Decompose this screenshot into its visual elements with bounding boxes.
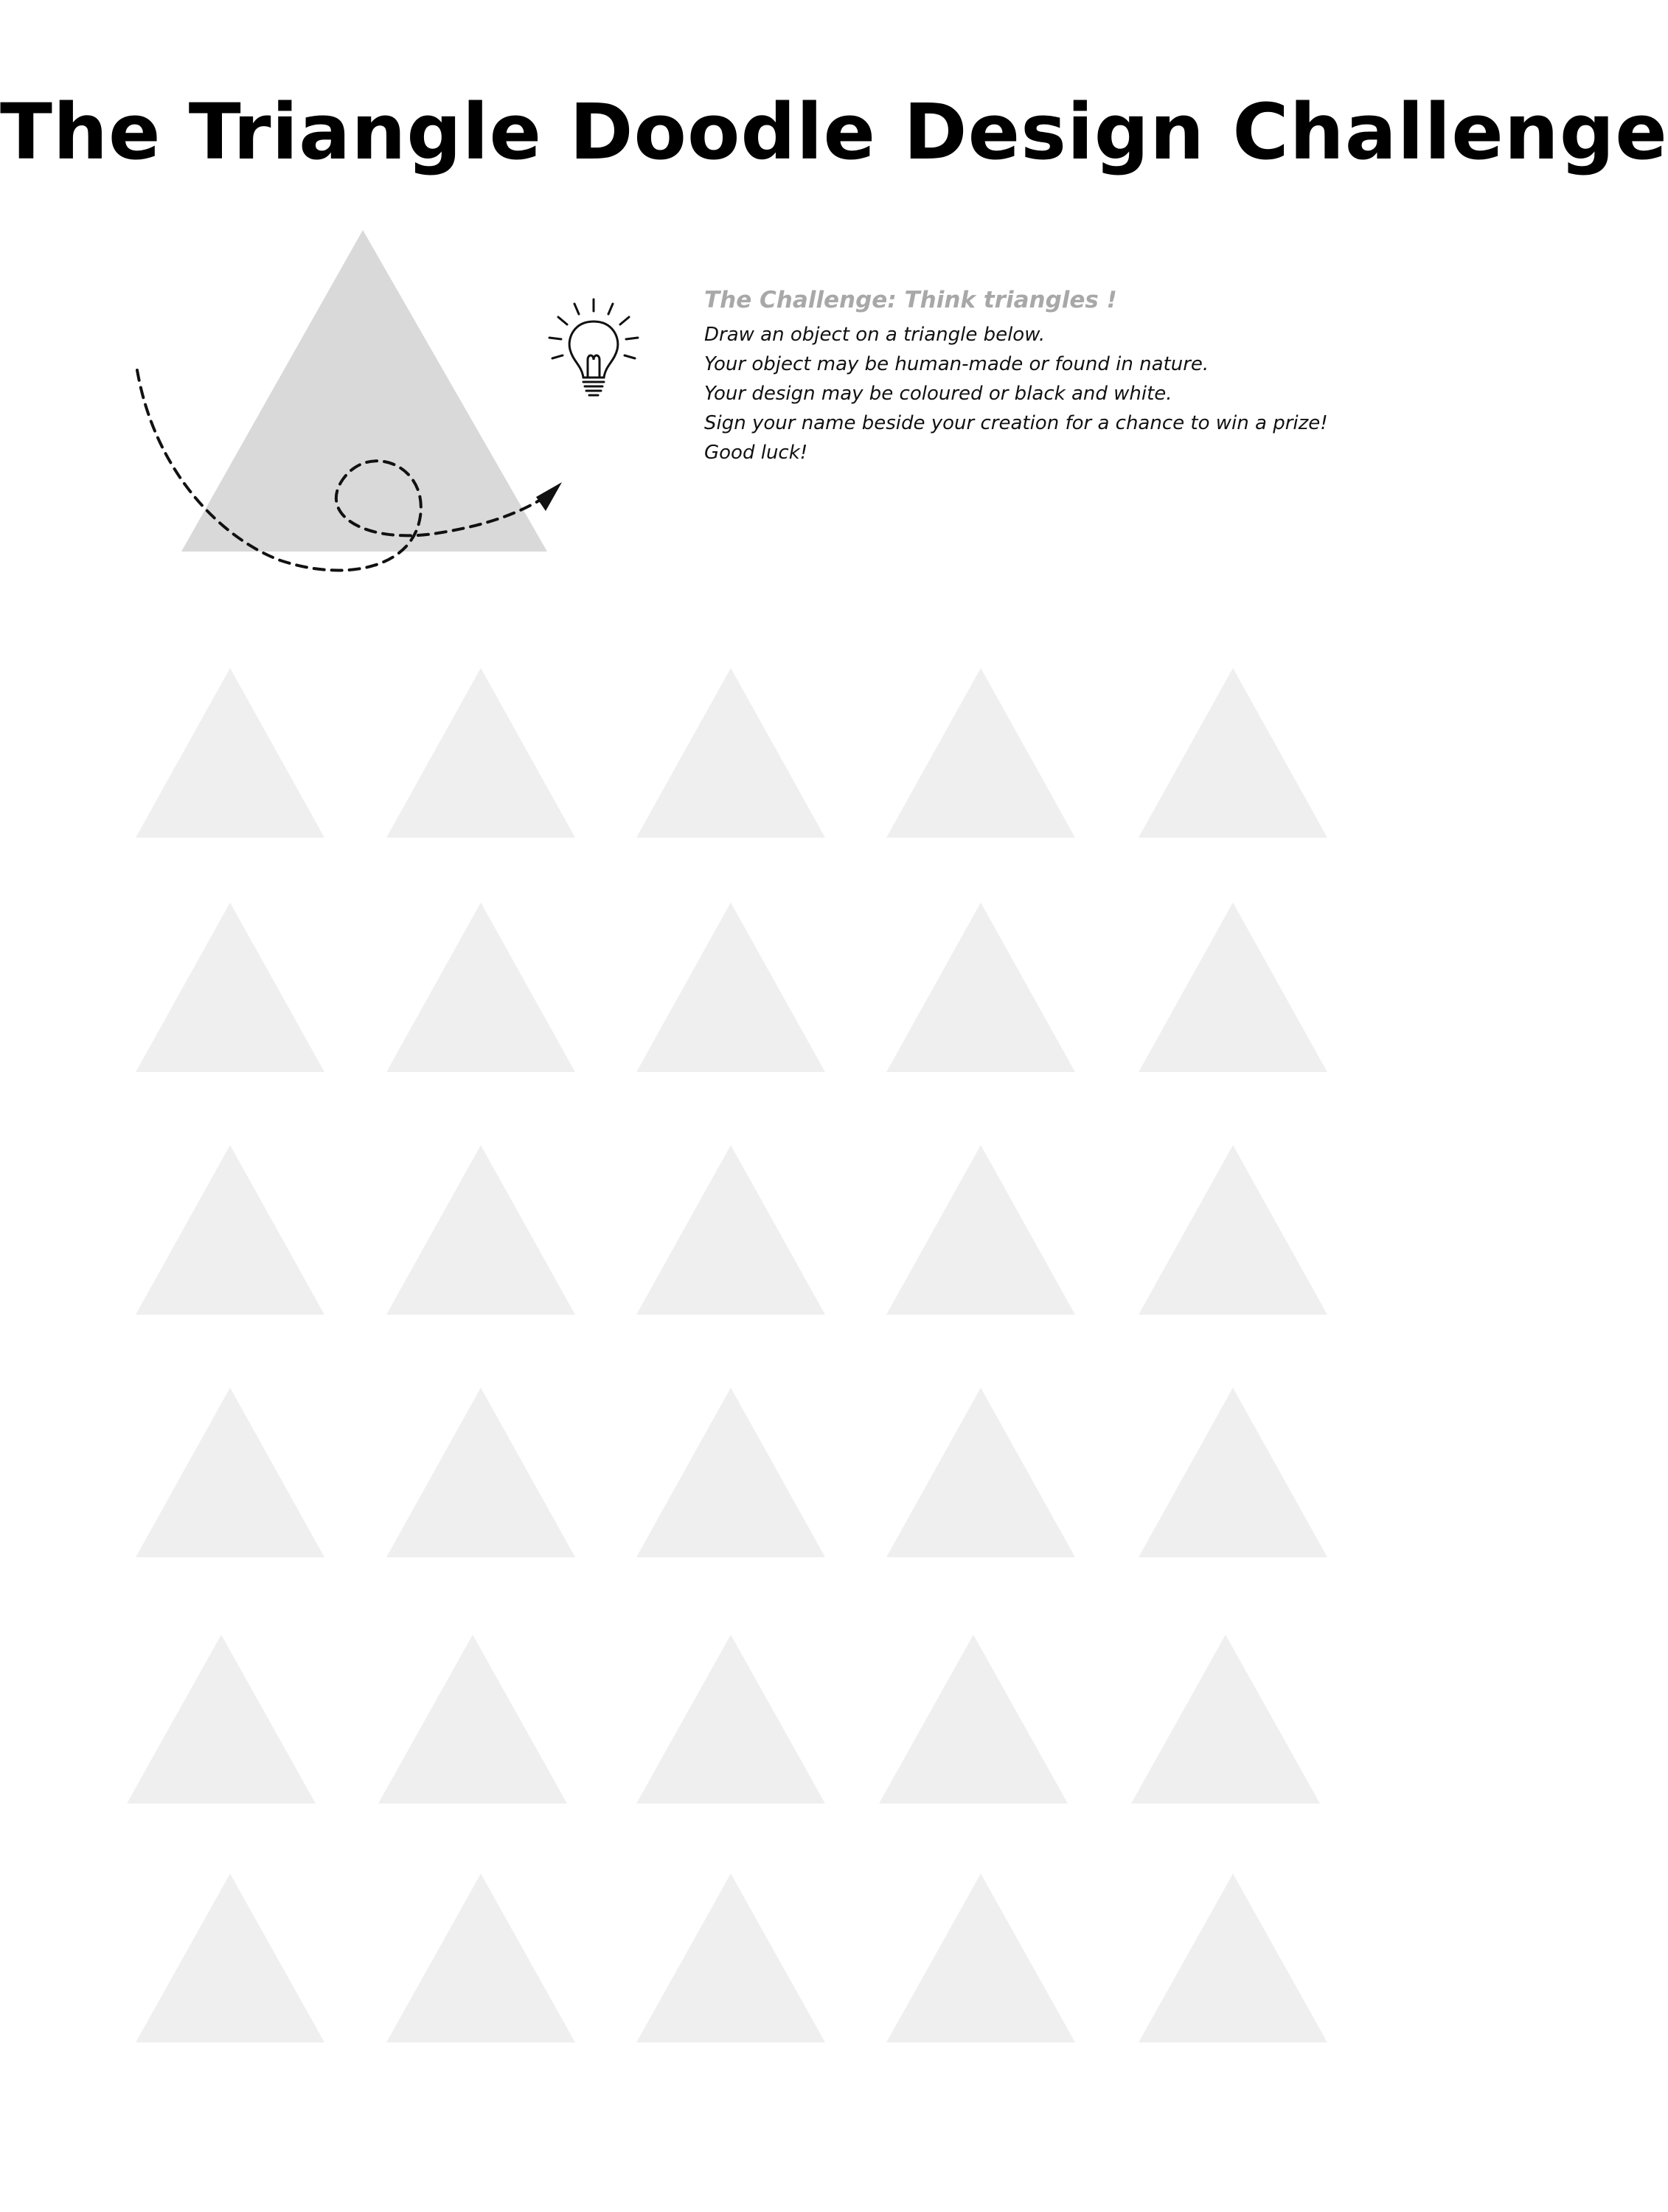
- drawing-triangle[interactable]: [386, 1874, 575, 2042]
- drawing-triangle[interactable]: [636, 668, 825, 838]
- example-triangle: [181, 230, 547, 552]
- drawing-triangle[interactable]: [636, 902, 825, 1072]
- drawing-triangle[interactable]: [636, 1874, 825, 2042]
- drawing-triangle[interactable]: [636, 1635, 825, 1804]
- drawing-triangle[interactable]: [886, 1388, 1075, 1557]
- drawing-triangle[interactable]: [1139, 902, 1327, 1072]
- arrow-head-icon: [536, 482, 562, 511]
- drawing-triangle[interactable]: [136, 668, 324, 838]
- drawing-triangle[interactable]: [1139, 668, 1327, 838]
- drawing-triangle[interactable]: [386, 668, 575, 838]
- drawing-triangle[interactable]: [136, 1388, 324, 1557]
- drawing-triangle[interactable]: [636, 1145, 825, 1315]
- lightbulb-icon: [542, 295, 645, 406]
- drawing-triangle[interactable]: [136, 1145, 324, 1315]
- drawing-triangle[interactable]: [136, 1874, 324, 2042]
- instructions-heading: The Challenge: Think triangles !: [704, 287, 1117, 313]
- instruction-line: Your object may be human-made or found in nature.: [704, 353, 1209, 375]
- drawing-triangle[interactable]: [127, 1635, 316, 1804]
- drawing-triangle[interactable]: [386, 902, 575, 1072]
- challenge-instructions: [704, 285, 1442, 467]
- drawing-triangle[interactable]: [378, 1635, 567, 1804]
- drawing-triangle[interactable]: [886, 1145, 1075, 1315]
- drawing-triangle[interactable]: [886, 1874, 1075, 2042]
- page-title: The Triangle Doodle Design Challenge: [0, 87, 1668, 177]
- instruction-line: Sign your name beside your creation for a chance to win a prize!: [704, 412, 1328, 434]
- instruction-line: Your design may be coloured or black and white.: [704, 383, 1172, 405]
- drawing-triangle[interactable]: [636, 1388, 825, 1557]
- instruction-line: Draw an object on a triangle below.: [704, 324, 1046, 346]
- drawing-triangle[interactable]: [386, 1388, 575, 1557]
- drawing-triangle[interactable]: [386, 1145, 575, 1315]
- drawing-triangle[interactable]: [886, 902, 1075, 1072]
- drawing-triangle[interactable]: [1131, 1635, 1320, 1804]
- drawing-triangle[interactable]: [879, 1635, 1068, 1804]
- drawing-triangle[interactable]: [136, 902, 324, 1072]
- drawing-triangle[interactable]: [886, 668, 1075, 838]
- drawing-triangle[interactable]: [1139, 1874, 1327, 2042]
- drawing-triangle[interactable]: [1139, 1388, 1327, 1557]
- instruction-line: Good luck!: [704, 442, 808, 464]
- drawing-triangle[interactable]: [1139, 1145, 1327, 1315]
